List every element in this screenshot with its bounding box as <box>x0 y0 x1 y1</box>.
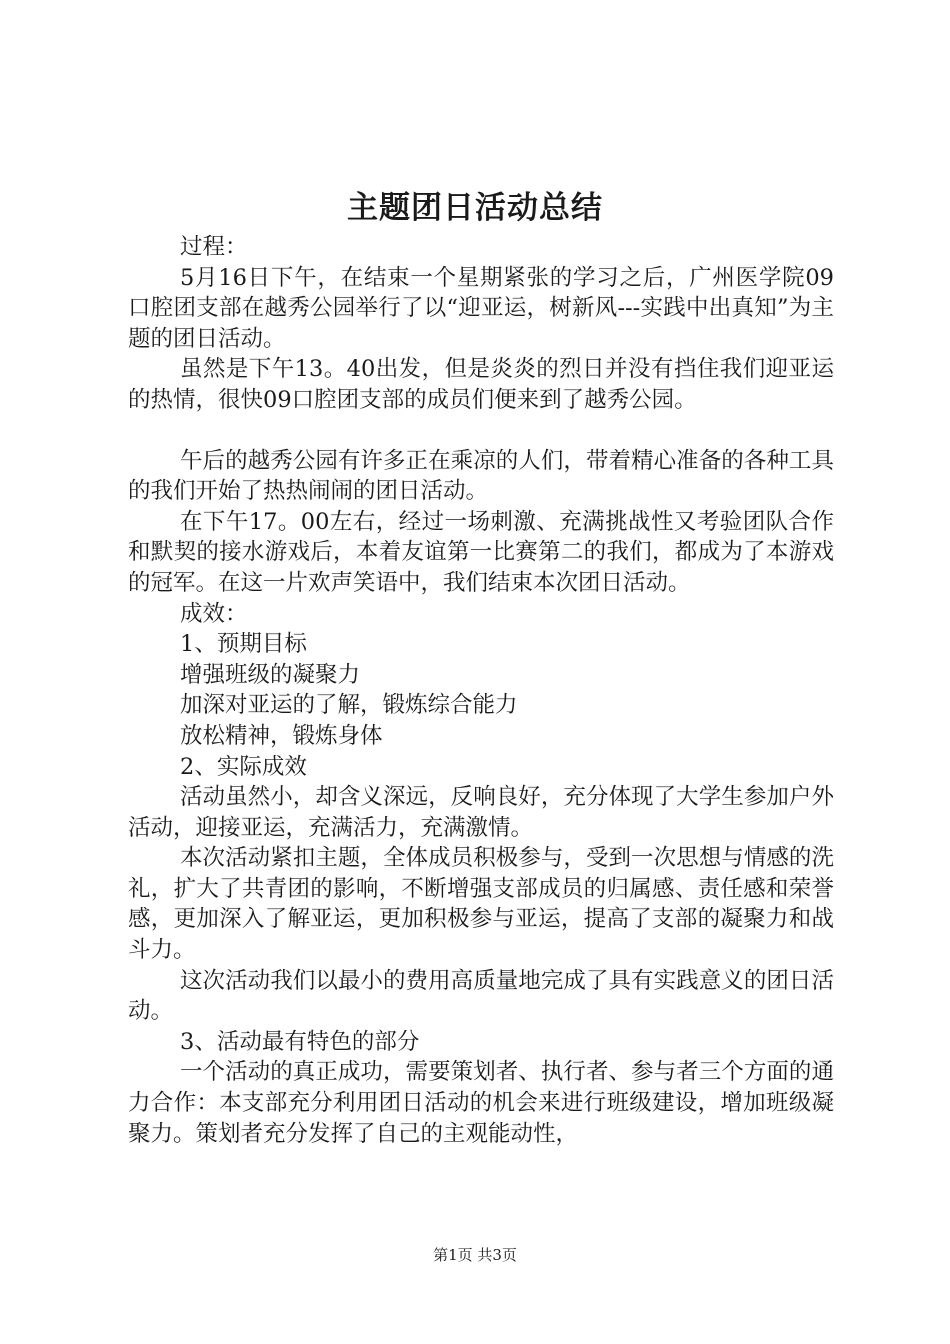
paragraph: 这次活动我们以最小的费用高质量地完成了具有实践意义的团日活动。 <box>128 967 834 1025</box>
subsection-heading: 1、预期目标 <box>180 631 307 658</box>
paragraph: 午后的越秀公园有许多正在乘凉的人们，带着精心准备的各种工具的我们开始了热热闹闹的团日活动。 <box>128 447 834 505</box>
paragraph: 活动虽然小，却含义深远，反响良好，充分体现了大学生参加户外活动，迎接亚运，充满活力，充满激情。 <box>128 784 834 841</box>
paragraph: 在下午17。00左右，经过一场刺激、充满挑战性又考验团队合作和默契的接水游戏后，本着友谊第一比赛第二的我们，都成为了本游戏的冠军。在这一片欢声笑语中，我们结束本次团日活动。 <box>128 508 834 596</box>
document-body <box>128 232 834 1149</box>
paragraph: 一个活动的真正成功，需要策划者、执行者、参与者三个方面的通力合作：本支部充分利用团日活动的机会来进行班级建设，增加班级凝聚力。策划者充分发挥了自己的主观能动性， <box>128 1059 834 1147</box>
list-item: 放松精神，锻炼身体 <box>180 722 383 749</box>
paragraph: 过程： <box>180 234 248 260</box>
subsection-heading: 2、实际成效 <box>180 753 307 780</box>
paragraph: 5月16日下午，在结束一个星期紧张的学习之后，广州医学院09口腔团支部在越秀公园举行了以“迎亚运，树新风---实践中出真知”为主题的团日活动。 <box>128 264 834 352</box>
paragraph: 本次活动紧扣主题，全体成员积极参与，受到一次思想与情感的洗礼，扩大了共青团的影响，不断增强支部成员的归属感、责任感和荣誉感，更加深入了解亚运，更加积极参与亚运，提高了支部的凝聚力和战斗力。 <box>128 845 834 964</box>
paragraph-gap <box>128 416 834 446</box>
list-item: 增强班级的凝聚力 <box>180 661 361 688</box>
paragraph: 虽然是下午13。40出发，但是炎炎的烈日并没有挡住我们迎亚运的热情，很快09口腔团支部的成员们便来到了越秀公园。 <box>128 356 834 413</box>
document-title: 主题团日活动总结 <box>347 190 603 226</box>
list-item: 加深对亚运的了解，锻炼综合能力 <box>180 692 518 719</box>
page-number-footer: 第1页 共3页 <box>433 1246 517 1264</box>
section-heading: 成效： <box>180 600 248 627</box>
subsection-heading: 3、活动最有特色的部分 <box>180 1028 420 1055</box>
